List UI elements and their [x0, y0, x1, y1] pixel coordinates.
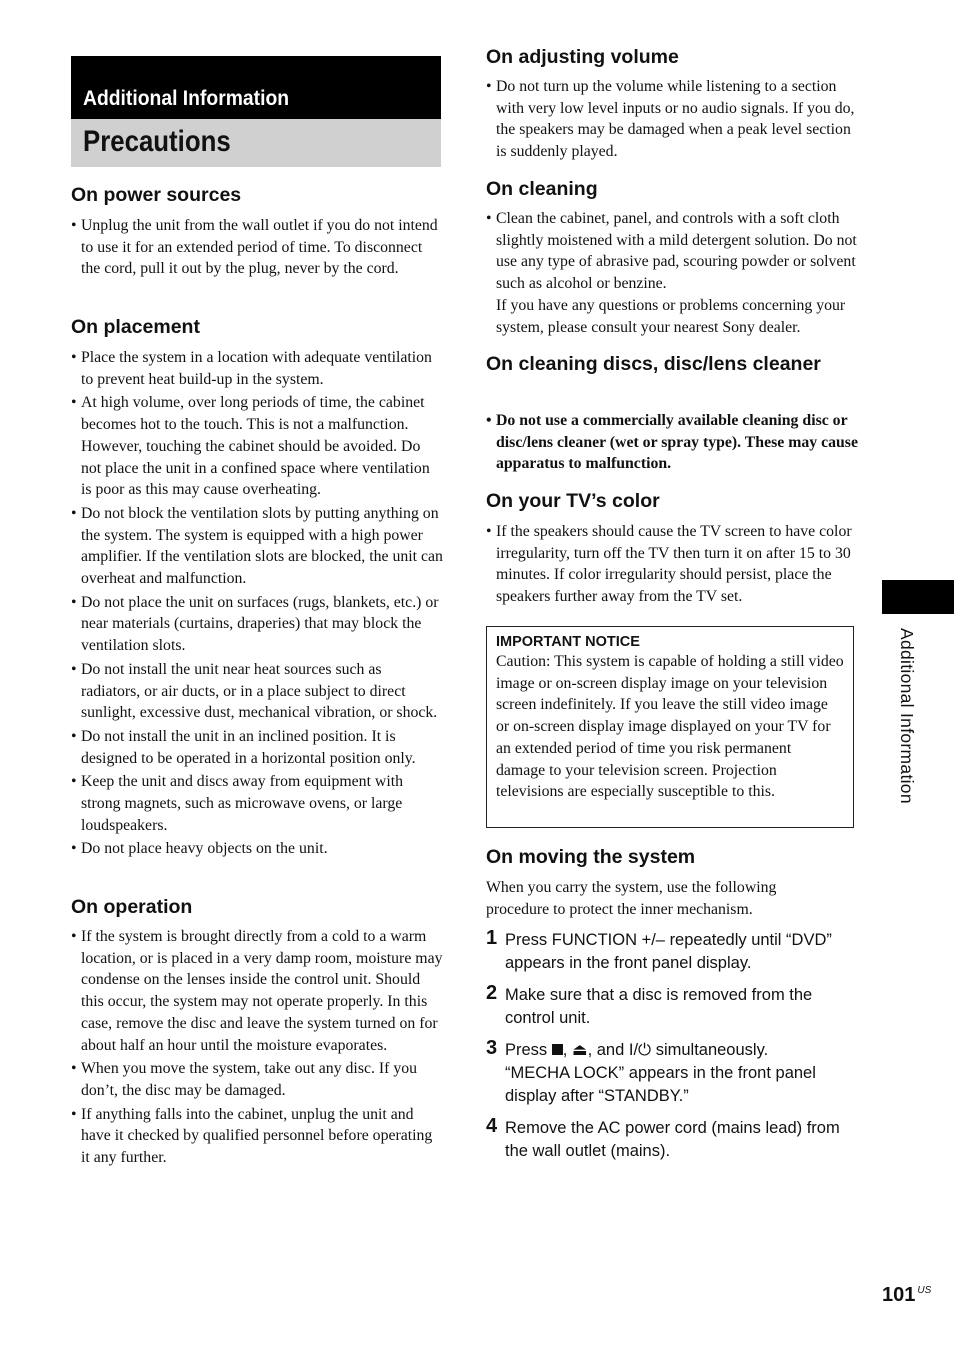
- list-item: • Do not use a commercially available cleaning disc or disc/lens cleaner (wet or spray type). These may cause apparatus to malfunction.: [486, 412, 858, 473]
- placement-list: [71, 347, 443, 862]
- cleaning-list: [486, 208, 858, 338]
- heading-tv-color: On your TV’s color: [486, 490, 660, 512]
- section-label: Additional Information: [83, 87, 290, 110]
- heading-discs: On cleaning discs, disc/lens cleaner: [486, 353, 821, 375]
- heading-placement: On placement: [71, 316, 200, 338]
- side-tab-label: Additional Information: [897, 628, 917, 804]
- page-suffix: US: [917, 1285, 932, 1296]
- discs-list: [486, 410, 858, 477]
- power-icon: I/⏻: [628, 1041, 652, 1059]
- stop-icon: [552, 1044, 563, 1055]
- list-item: • Clean the cabinet, panel, and controls with a soft cloth slightly moistened with a mild detergent solution. Do not use any type of abrasive pad, scouring powder or solvent such as alcohol or benzine.: [486, 210, 857, 293]
- step-4: 4 Remove the AC power cord (mains lead) from the wall outlet (mains).: [486, 1115, 840, 1160]
- heading-volume: On adjusting volume: [486, 46, 679, 68]
- section-label-bar: [71, 56, 441, 119]
- heading-power: On power sources: [71, 184, 242, 206]
- list-item: • Keep the unit and discs away from equipment with strong magnets, such as microwave ovens, or large loudspeakers.: [71, 773, 404, 834]
- tv-list: [486, 521, 858, 610]
- list-item: • Do not place heavy objects on the unit.: [71, 840, 328, 858]
- moving-intro: When you carry the system, use the following procedure to protect the inner mechanism.: [486, 879, 777, 918]
- list-item: • If the speakers should cause the TV screen to have color irregularity, turn off the TV then turn it on after 15 to 30 minutes. If color irregularity should persist, place the speakers further away from the TV set.: [486, 523, 852, 606]
- operation-list: [71, 926, 443, 1171]
- cleaning-note: If you have any questions or problems concerning your system, please consult your nearest Sony dealer.: [496, 296, 846, 336]
- important-notice-box: [486, 626, 854, 828]
- heading-operation: On operation: [71, 896, 193, 918]
- list-item: • Do not turn up the volume while listening to a section with very low level inputs or no audio signals. If you do, the speakers may be damaged when a peak level section is suddenly played.: [486, 78, 855, 161]
- title-bar: [71, 119, 441, 167]
- heading-moving: On moving the system: [486, 846, 696, 868]
- side-tab-label-wrap: [893, 628, 919, 848]
- step-2: 2 Make sure that a disc is removed from the control unit.: [486, 982, 813, 1027]
- list-item: • Do not place the unit on surfaces (rugs, blankets, etc.) or near materials (curtains, draperies) that may block the ventilation slots.: [71, 593, 439, 655]
- eject-icon: ⏏: [571, 1041, 588, 1059]
- list-item: • Do not install the unit near heat sources such as radiators, or air ducts, or in a place subject to direct sunlight, excessive dust, mechanical vibration, or shock.: [71, 660, 438, 722]
- page-title: Precautions: [83, 125, 231, 158]
- list-item: • Place the system in a location with adequate ventilation to prevent heat build-up in the system.: [71, 349, 432, 388]
- moving-steps: [486, 929, 858, 1163]
- list-item: • Unplug the unit from the wall outlet if you do not intend to use it for an extended period of time. To disconnect the cord, pull it out by the plug, never by the cord.: [71, 217, 438, 278]
- list-item: • If the system is brought directly from a cold to a warm location, or is placed in a very damp room, moisture may condense on the lenses inside the control unit. Should this occur, the system may not operate properly. In this case, remove the disc and leave the system turned on for about half an hour until the moisture evaporates.: [71, 928, 443, 1054]
- side-tab-marker: [882, 580, 954, 614]
- list-item: • Do not block the ventilation slots by putting anything on the system. The system is equipped with a high power amplifier. If the ventilation slots are blocked, the unit can overheat and malfunction.: [71, 504, 443, 588]
- list-item: • If anything falls into the cabinet, unplug the unit and have it checked by qualified personnel before operating it any further.: [71, 1105, 433, 1167]
- notice-body: Caution: This system is capable of holding a still video image or on-screen display image on your television screen indefinitely. If you leave the still video image or on-screen display image displayed on your TV for an extended period of time you risk permanent damage to your television screen. Projection televisions are especially susceptible to this.: [496, 653, 844, 801]
- volume-list: [486, 76, 858, 165]
- power-list: [71, 215, 443, 282]
- list-item: • Do not install the unit in an inclined position. It is designed to be operated in a horizontal position only.: [71, 727, 416, 767]
- list-item: • When you move the system, take out any disc. If you don’t, the disc may be damaged.: [71, 1060, 418, 1099]
- list-item: • At high volume, over long periods of time, the cabinet becomes hot to the touch. This is not a malfunction. However, touching the cabinet should be avoided. Do not place the unit in a confined space where ventilation is poor as this may cause overheating.: [71, 394, 430, 499]
- notice-title: IMPORTANT NOTICE: [496, 634, 640, 650]
- step-3: 3 Press , ⏏, and I/⏻ simultaneously. “MECHA LOCK” appears in the front panel display after “STANDBY.”: [486, 1037, 816, 1105]
- page-number: 101 $^{US}$: [882, 1284, 932, 1306]
- step-1: 1 Press FUNCTION +/– repeatedly until “DVD” appears in the front panel display.: [486, 927, 832, 972]
- heading-cleaning: On cleaning: [486, 178, 598, 200]
